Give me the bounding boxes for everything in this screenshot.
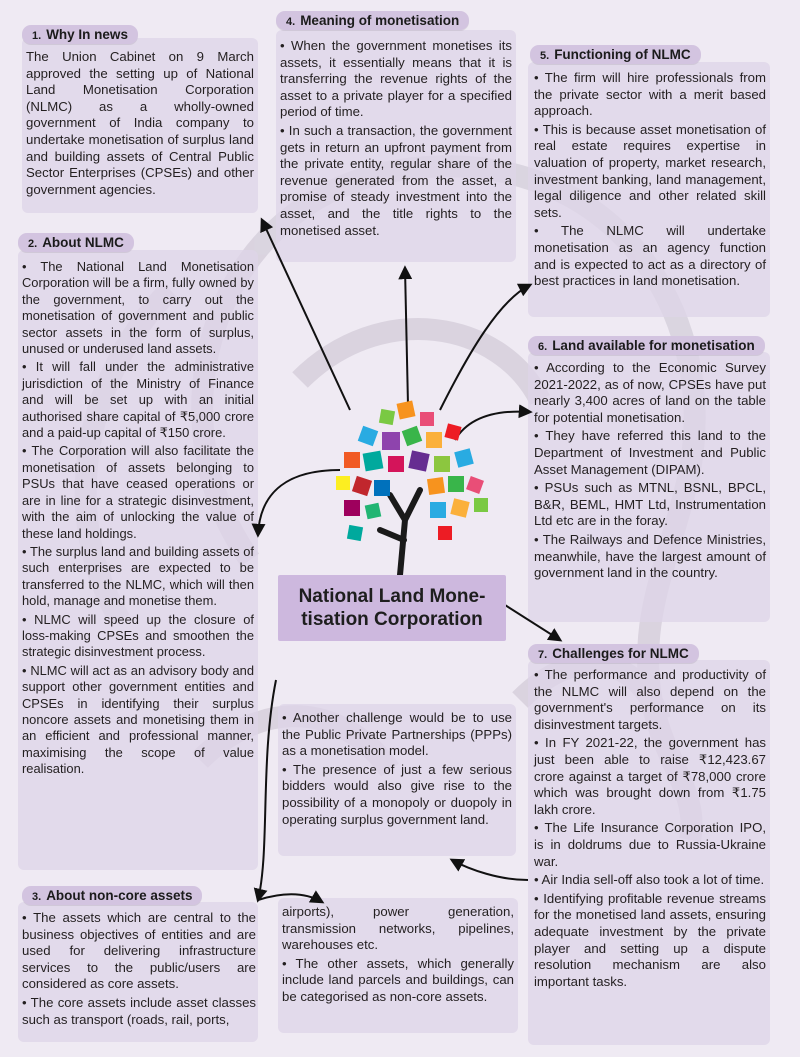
section-3-number: 3. bbox=[32, 891, 42, 903]
arrow-to-section-2 bbox=[258, 470, 340, 535]
section-1-number: 1. bbox=[32, 30, 42, 42]
section-5-title: Functioning of NLMC bbox=[554, 47, 691, 62]
s5-item-3: • The NLMC will undertake monetisation as an agency function and is expected to act as a directory of best practices in land monetisation. bbox=[534, 223, 766, 289]
s3-item-2: • The core assets include asset classes such as transport (roads, rail, ports, bbox=[22, 994, 256, 1027]
s7-item-2: • In FY 2021-22, the government has just been able to raise ₹12,423.67 crore against a target of ₹78,000 crore which was brought down from ₹1.75 lakh crore. bbox=[534, 735, 766, 817]
arrow-to-section-7b bbox=[452, 860, 528, 880]
s7b-item-2: • The presence of just a few serious bidders would also give rise to the possibility of a monopoly or duopoly in operating surplus government land. bbox=[282, 761, 512, 827]
s7-item-5: • Identifying profitable revenue streams for the monetised land assets, ensuring adequate investment by the private player and setting up a dispute resolution mechanism are also important tasks. bbox=[534, 890, 766, 989]
s2-item-6: • NLMC will act as an advisory body and support other government entities and CPSEs in identifying their surplus noncore assets and monetising them in an efficient and professional manner, maximising the scope of value realisation. bbox=[22, 662, 254, 777]
s4-item-2: • In such a transaction, the government gets in return an upfront payment from the private entity, regular share of the revenue generated from the asset, a promise of steady investment into the asset, and the title rights to the monetised asset. bbox=[280, 122, 512, 238]
s2-item-1: • The National Land Monetisation Corporation will be a firm, fully owned by the government, to carry out the monetisation of government and public sector assets in the form of surplus, unused or underused land assets. bbox=[22, 259, 254, 357]
arrow-to-section-3 bbox=[258, 680, 276, 900]
s2-item-4: • The surplus land and building assets of such enterprises are expected to be transferred to the NLMC, which will then hold, manage and monetise them. bbox=[22, 543, 254, 609]
s4-item-1: • When the government monetises its assets, it essentially means that it is transferring the revenue rights of the asset to a private player for a specified period of time. bbox=[280, 38, 512, 120]
s5-item-2: • This is because asset monetisation of real estate requires expertise in valuation of property, market research, investment banking, land management, legal diligence and other related skill sets. bbox=[534, 121, 766, 220]
section-3-title: About non-core assets bbox=[46, 888, 193, 903]
section-4-number: 4. bbox=[286, 16, 296, 28]
center-title: National Land Mone-tisation Corporation bbox=[278, 575, 506, 641]
s2-item-2: • It will fall under the administrative jurisdiction of the Ministry of Finance and will be set up with an initial authorised share capital of ₹5,000 crore and a paid-up capital of ₹150 crore. bbox=[22, 359, 254, 441]
s2-item-5: • NLMC will speed up the closure of loss-making CPSEs and smoothen the strategic disinvestment process. bbox=[22, 611, 254, 660]
section-2-title: About NLMC bbox=[42, 235, 124, 250]
section-6-title: Land available for monetisation bbox=[552, 338, 755, 353]
section-1-paragraph: The Union Cabinet on 9 March approved the setting up of National Land Monetisation Corporation (NLMC) as a wholly-owned government of India company to undertake monetisation of surplus land and building assets of Central Public Sector Enterprises (CPSEs) and other government agencies. bbox=[26, 49, 254, 197]
arrow-to-section-1 bbox=[262, 220, 350, 410]
section-7-number: 7. bbox=[538, 649, 548, 661]
section-4-title: Meaning of monetisation bbox=[300, 13, 460, 28]
s5-item-1: • The firm will hire professionals from the private sector with a merit based approach. bbox=[534, 70, 766, 119]
s6-item-4: • The Railways and Defence Ministries, meanwhile, have the largest amount of government land in the country. bbox=[534, 531, 766, 581]
s7-item-1: • The performance and productivity of the NLMC will also depend on the government's performance on its disinvestment targets. bbox=[534, 667, 766, 732]
s7-item-4: • Air India sell-off also took a lot of time. bbox=[534, 872, 765, 888]
arrow-to-section-5 bbox=[440, 285, 530, 410]
s7-item-3: • The Life Insurance Corporation IPO, is in doldrums due to Russia-Ukraine war. bbox=[534, 820, 766, 869]
arrow-to-section-4 bbox=[405, 268, 408, 405]
section-5-number: 5. bbox=[540, 50, 550, 62]
s3-item-4: • The other assets, which generally include land parcels and buildings, can be categorised as non-core assets. bbox=[282, 955, 514, 1004]
s7b-item-1: • Another challenge would be to use the Public Private Partnerships (PPPs) as a monetisation model. bbox=[282, 710, 512, 759]
arrow-to-section-3-right bbox=[258, 894, 322, 902]
section-2-number: 2. bbox=[28, 238, 38, 250]
section-7-title: Challenges for NLMC bbox=[552, 646, 689, 661]
section-1-title: Why In news bbox=[46, 27, 128, 42]
s6-item-1: • According to the Economic Survey 2021-2022, as of now, CPSEs have put nearly 3,400 acres of land on the table for potential monetisation. bbox=[534, 360, 766, 425]
s6-item-3: • PSUs such as MTNL, BSNL, BPCL, B&R, BEML, HMT Ltd, Instrumentation Ltd etc are in the foray. bbox=[534, 480, 766, 529]
s3-item-3: airports), power generation, transmission networks, pipelines, warehouses etc. bbox=[282, 904, 514, 953]
arrow-to-section-6-lower bbox=[505, 605, 560, 640]
arrow-to-section-6 bbox=[455, 412, 530, 440]
section-6-number: 6. bbox=[538, 341, 548, 353]
s2-item-3: • The Corporation will also facilitate the monetisation of assets belonging to PSUs that have ceased operations or are in line for a strategic disinvestment, with the aim of unlocking the value of these land holdings. bbox=[22, 443, 254, 541]
s3-item-1: • The assets which are central to the business objectives of entities and are used for delivering infrastructure services to the public/users are considered as core assets. bbox=[22, 910, 256, 992]
tree-trunk bbox=[380, 490, 420, 575]
s6-item-2: • They have referred this land to the Department of Investment and Public Asset Management (DIPAM). bbox=[534, 428, 766, 477]
tree-leaves bbox=[336, 401, 488, 542]
